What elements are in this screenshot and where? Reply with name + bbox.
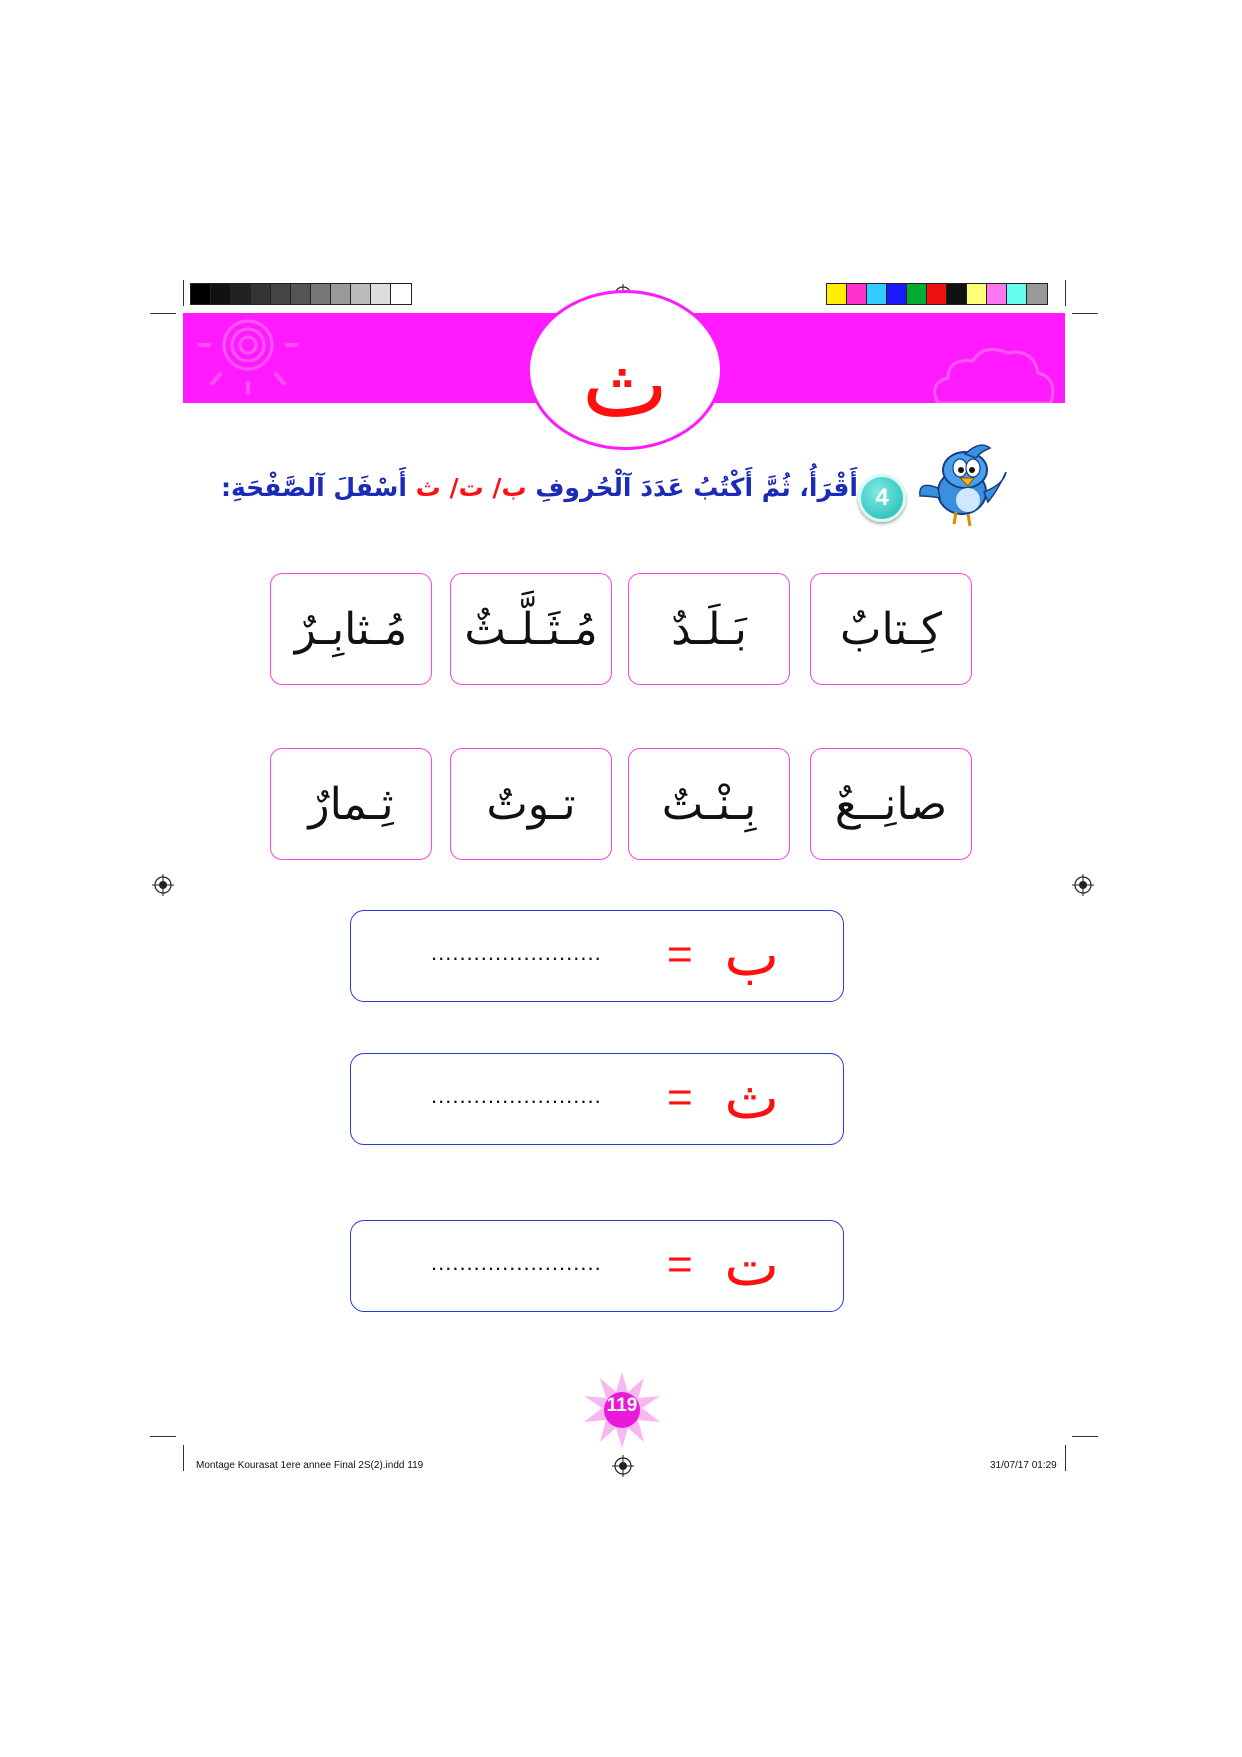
crop-mark — [183, 1445, 184, 1471]
answer-letter: ت — [724, 1231, 779, 1299]
instruction-letters: ب/ ت/ ث — [415, 473, 527, 502]
calibration-swatch — [907, 284, 927, 304]
calibration-swatch — [1027, 284, 1047, 304]
instruction-text-part1: أَقْرَأُ، ثُمَّ أَكْتُبُ عَدَدَ آلْحُروفِ — [535, 473, 858, 502]
color-calibration-bar — [826, 283, 1048, 305]
timestamp-slug: 31/07/17 01:29 — [990, 1460, 1057, 1471]
equals-sign: = — [667, 1240, 693, 1289]
calibration-swatch — [391, 284, 411, 304]
word-card: تـوتٌ — [450, 748, 612, 860]
calibration-swatch — [827, 284, 847, 304]
crop-mark — [150, 1436, 176, 1437]
answer-blank[interactable]: ........................ — [431, 1250, 602, 1275]
crop-mark — [150, 313, 176, 314]
page-number: 119 — [606, 1395, 638, 1416]
answer-letter: ب — [724, 921, 779, 989]
equals-sign: = — [667, 930, 693, 979]
answer-box-ta — [350, 1220, 844, 1312]
cloud-decoration-icon — [923, 333, 1063, 403]
calibration-swatch — [1007, 284, 1027, 304]
word-card: صانِــعٌ — [810, 748, 972, 860]
word-card: ثِـمارٌ — [270, 748, 432, 860]
calibration-swatch — [291, 284, 311, 304]
calibration-swatch — [987, 284, 1007, 304]
exercise-instruction — [220, 473, 858, 502]
calibration-swatch — [351, 284, 371, 304]
crop-mark — [1072, 313, 1098, 314]
calibration-swatch — [331, 284, 351, 304]
calibration-swatch — [231, 284, 251, 304]
crop-mark — [1072, 1436, 1098, 1437]
calibration-swatch — [947, 284, 967, 304]
blue-bird-icon — [910, 440, 1010, 530]
instruction-text-part2: أَسْفَلَ آلصَّفْحَةِ: — [220, 473, 407, 502]
calibration-swatch — [191, 284, 211, 304]
registration-mark-icon — [1072, 874, 1094, 896]
exercise-number-badge: 4 — [858, 474, 906, 522]
word-card: بِـنْـتٌ — [628, 748, 790, 860]
answer-blank[interactable]: ........................ — [431, 1083, 602, 1108]
sun-decoration-icon — [193, 313, 303, 403]
calibration-swatch — [311, 284, 331, 304]
featured-letter: ث — [581, 331, 669, 438]
answer-letter: ث — [724, 1064, 779, 1132]
registration-mark-icon — [152, 874, 174, 896]
equals-sign: = — [667, 1073, 693, 1122]
file-slug: Montage Kourasat 1ere annee Final 2S(2).indd 119 — [196, 1460, 424, 1471]
word-card: مُـثَـلَّـثٌ — [450, 573, 612, 685]
word-card: كِـتابٌ — [810, 573, 972, 685]
calibration-swatch — [211, 284, 231, 304]
answer-box-tha — [350, 1053, 844, 1145]
crop-mark — [1065, 280, 1066, 306]
crop-mark — [1065, 1445, 1066, 1471]
word-card: بَـلَـدٌ — [628, 573, 790, 685]
word-card: مُـثابِـرٌ — [270, 573, 432, 685]
answer-box-ba — [350, 910, 844, 1002]
registration-mark-icon — [612, 1455, 634, 1477]
calibration-swatch — [887, 284, 907, 304]
answer-blank[interactable]: ........................ — [431, 940, 602, 965]
calibration-swatch — [371, 284, 391, 304]
grayscale-calibration-bar — [190, 283, 412, 305]
calibration-swatch — [847, 284, 867, 304]
calibration-swatch — [927, 284, 947, 304]
calibration-swatch — [867, 284, 887, 304]
calibration-swatch — [271, 284, 291, 304]
crop-mark — [183, 280, 184, 306]
calibration-swatch — [967, 284, 987, 304]
calibration-swatch — [251, 284, 271, 304]
